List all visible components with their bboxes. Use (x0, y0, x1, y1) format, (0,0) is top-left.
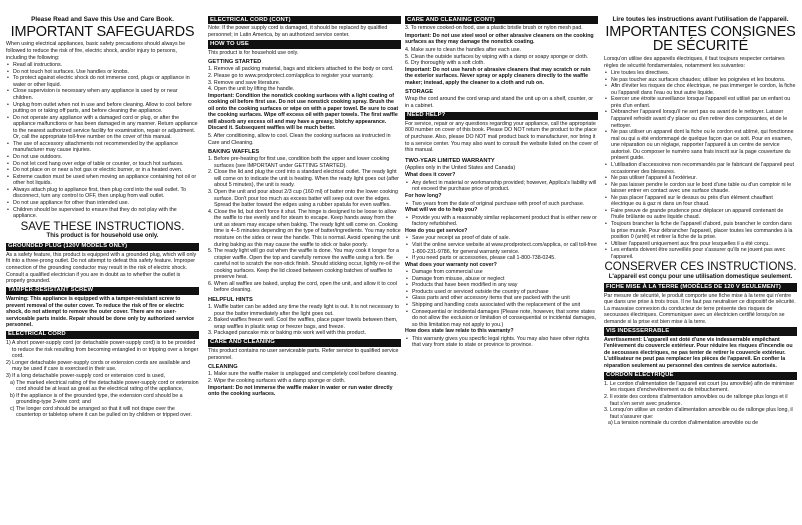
safeguards-list (6, 62, 199, 220)
domestic-use-note: L'appareil est conçu pour une utilisation domestique seulement. (608, 273, 793, 280)
warranty-question: What does it cover? (405, 172, 456, 179)
list-item: 3. Remove and save literature. (208, 79, 281, 86)
list-item: 2. Baked waffles freeze well. Cool the waffles, place paper towels between them, wrap waffles in plastic wrap or freezer bags, and freeze. (208, 317, 398, 330)
electrical-cord-heading: ELECTRICAL CORD (6, 331, 199, 339)
cord-cont-heading: ELECTRICAL CORD (CONT) (208, 16, 401, 24)
read-and-save-note: Please Read and Save this Use and Care Book. (31, 16, 174, 23)
cleaning-step-3: 3. To remove cooked-on food, use a plastic bristle brush or nylon mesh pad. (405, 25, 583, 32)
cord-cont-text: Note: If the power supply cord is damaged, it should be replaced by qualified personnel; in Latin America, by an authorized service center. (208, 25, 388, 38)
save-instructions-heading: SAVE THESE INSTRUCTIONS. (20, 220, 185, 233)
warranty-question: What will we do to help you? (405, 207, 478, 214)
list-item: • Ne pas utiliser un appareil dont la fiche ou le cordon est abîmé, qui fonctionne mal ou qui a été endommagé de quelque façon que ce soit. Pour en examen, une réparation ou un réglage, rapporter l'appareil à un centre de service autorisé. Ou composer le numéro sans frais inscrit sur la page couverture du présent guide. (604, 129, 797, 162)
list-item: • Shipping and handling costs associated with the replacement of the unit (405, 302, 598, 309)
list-item: • Débrancher l'appareil lorsqu'il ne sert pas ou avant de le nettoyer. Laisser l'appareil refroidir avant d'y placer ou d'en retirer des composantes, et de le nettoyer. (604, 109, 797, 129)
cord-sublist (6, 380, 199, 419)
list-item: • The use of accessory attachments not recommended by the appliance manufacturer may cause injuries. (6, 141, 199, 154)
storage-heading: STORAGE (405, 89, 434, 96)
french-title-line1: IMPORTANTES CONSIGNES (605, 23, 796, 40)
need-help-heading: NEED HELP? (405, 112, 598, 120)
abrasive-cleaner-warning: Important: Do not use harsh or abrasive cleaners that may scratch or ruin the exterior surfaces. Never spray or apply cleaners directly to the waffle maker; instead, apply the cleaner to a cloth and rub on. (405, 66, 591, 86)
list-item: • Ne pas laisser pendre le cordon sur le bord d'une table ou d'un comptoir ni le laisser entrer en contact avec une surface chaude. (604, 182, 797, 195)
list-item: 1. Waffle batter can be added any time the ready light is out. It is not necessary to pour the batter immediately after the light goes out. (208, 304, 400, 317)
column-care-warranty (405, 16, 598, 349)
vis-text: Avertissement: L'appareil est doté d'une vis indesserrable empêchant l'enlèvement du couvercle extérieur. Pour réduire les risques d'incendie ou de secousses électriques, ne pas tenter de retirer le couvercle extérieur. L'utilisateur ne peut pas remplacer les pièces de l'appareil. En confier la réparation seulement au personnel des centres de service autorisés. (604, 336, 793, 369)
list-item: • Extreme caution must be used when moving an appliance containing hot oil or other hot liquids. (6, 174, 199, 187)
warranty-answer-list (405, 180, 598, 193)
list-item: • Ne pas utiliser l'appareil à l'extérieur. (604, 175, 797, 182)
list-item: b) If the appliance is of the grounded type, the extension cord should be a grounding-type 3-wire cord; and (10, 392, 183, 406)
warranty-answer-list (405, 336, 598, 349)
french-intro: Lorsqu'on utilise des appareils électriques, il faut toujours respecter certaines règles de sécurité fondamentales, notamment les suivantes: (604, 55, 785, 69)
warranty-question: How does state law relate to this warranty? (405, 328, 514, 335)
warranty-question: How do you get service? (405, 227, 468, 234)
list-item: 5. Clean the outside surfaces by wiping with a damp or soapy sponge or cloth. (405, 53, 589, 60)
warranty-heading: TWO-YEAR LIMITED WARRANTY (405, 157, 495, 164)
safeguards-intro: When using electrical appliances, basic safety precautions should always be followed to reduce the risk of fire, electric shock, and/or injury to persons, including the following: (6, 41, 186, 61)
list-item: 2. Close the lid and plug the cord into a standard electrical outlet. The ready light will come on to indicate the unit is heating. When the ready light goes out (after about 5 minutes), the unit is ready. (208, 169, 399, 189)
baking-waffles-heading: BAKING WAFFLES (208, 149, 260, 156)
list-item: 3. Lorsqu'on utilise un cordon d'alimentation amovible ou de rallonge plus long, il faut s'assurer que: (604, 407, 793, 420)
list-item: • Consequential or incidental damages (Please note, however, that some states do not allow the exclusion or limitation of consequential or incidental damages, so this limitation may not apply to you.) (405, 309, 598, 329)
warranty-answer-list (405, 201, 598, 208)
french-safeguards-list (604, 70, 797, 260)
warranty-question: What does your warranty not cover? (405, 261, 497, 268)
list-item: • Do not place on or near a hot gas or electric burner, or in a heated oven. (6, 167, 199, 174)
care-cleaning-cont-heading: CARE AND CLEANING (CONT) (405, 16, 598, 24)
read-instructions-note-fr: Lire toutes les instructions avant l'utilisation de l'appareil. (612, 16, 789, 23)
warranty-answer-list (405, 235, 598, 261)
list-item: • Damage from misuse, abuse or neglect (405, 276, 598, 283)
column-english-safeguards (6, 16, 199, 419)
list-item: • Do not use outdoors. (6, 154, 199, 161)
column-french-safeguards (604, 16, 797, 427)
list-item: • Ne pas placer l'appareil sur le dessus ou près d'un élément chauffant électrique ou à gaz ni dans un four chaud. (604, 195, 797, 208)
list-item: • Glass parts and other accessory items that are packed with the unit (405, 295, 598, 302)
cordon-list (604, 381, 797, 420)
grounded-plug-heading: GROUNDED PLUG (120V MODELS ONLY) (6, 243, 199, 251)
warranty-answer-list (405, 269, 598, 328)
list-item: • If you need parts or accessories, please call 1-800-738-0245. (405, 255, 598, 262)
tamper-screw-text: Warning: This appliance is equipped with a tamper-resistant screw to prevent removal of the outer cover. To reduce the risk of fire or electric shock, do not attempt to remove the outer cover. There are no user-serviceable parts inside. Repair should be done only by authorized service personnel. (6, 296, 195, 329)
fiche-heading: FICHE MISE À LA TERRE (MODÈLES DE 120 V SEULEMENT) (604, 283, 797, 291)
list-item: • Unplug from outlet when not in use and before cleaning. Allow to cool before putting on or taking off parts, and before cleaning the appliance. (6, 102, 199, 115)
list-item: 3) If a long detachable power-supply cord or extension cord is used, (6, 372, 165, 379)
care-cleaning-text: This product contains no user serviceable parts. Refer service to qualified service personnel. (208, 348, 399, 361)
how-to-use-text: This product is for household use only. (208, 49, 299, 56)
household-use-note: This product is for household use only. (46, 233, 159, 240)
list-item: • Utiliser l'appareil uniquement aux fins pour lesquelles il a été conçu. (604, 241, 797, 248)
fiche-text: Par mesure de sécurité, le produit comporte une fiche mise à la terre qui n'entre que dans une prise à trois trous. Il ne faut pas neutraliser ce dispositif de sécurité. La mauvaise connexion du conducteur de terre présente des risques de secousses électriques. Communiquer avec un électricien certifié lorsqu'on se demande si la prise est bien mise à la terre. (604, 292, 796, 325)
list-item: • Read all instructions. (6, 62, 199, 69)
list-item: 2. Please go to www.prodprotect.com/applica to register your warranty. (208, 72, 374, 79)
how-to-use-heading: HOW TO USE (208, 40, 401, 48)
list-item: 4. Open the unit by lifting the handle. (208, 86, 295, 93)
list-item: • Close supervision is necessary when any appliance is used by or near children. (6, 88, 199, 101)
getting-started-heading: GETTING STARTED (208, 59, 262, 66)
list-item: • Do not operate any appliance with a damaged cord or plug, or after the appliance malfunctions or has been damaged in any manner. Return appliance to the nearest authorized service facility for examination, repair or adjustment. Or, call the appropriate toll-free number on the cover of this manual. (6, 115, 199, 141)
cleaning-important-note: Important: Do not immerse the waffle maker in water or run water directly onto the cooking surfaces. (208, 384, 393, 398)
cord-list (6, 340, 199, 379)
baking-waffles-list (208, 156, 401, 294)
list-item: • L'utilisation d'accessoires non recommandés par le fabricant de l'appareil peut occasionner des blessures. (604, 162, 797, 175)
vis-heading: VIS INDESSERRABLE (604, 327, 797, 335)
warranty-scope: (Applies only in the United States and Canada) (405, 164, 516, 171)
list-item: a) The marked electrical rating of the detachable power-supply cord or extension cord should be at least as great as the electrical rating of the appliance, (10, 379, 199, 393)
list-item: • Products that have been modified in any way (405, 282, 598, 289)
list-item: • Save your receipt as proof of date of sale. (405, 235, 598, 242)
important-safeguards-title: IMPORTANT SAFEGUARDS (10, 23, 195, 40)
cleaning-list (208, 371, 401, 384)
list-item: 2. Il existe des cordons d'alimentation amovibles ou de rallonge plus longs et il faut s'en servir avec prudence. (604, 394, 788, 407)
list-item: • This warranty gives you specific legal rights. You may also have other rights that vary from state to state or province to province. (405, 336, 598, 349)
list-item: • Two years from the date of original purchase with proof of such purchase. (405, 201, 598, 208)
list-item: • Damage from commercial use (405, 269, 598, 276)
list-item: • Do not use appliance for other than intended use. (6, 200, 199, 207)
list-item: • Ne pas toucher aux surfaces chaudes; utiliser les poignées et les boutons. (604, 77, 797, 84)
list-item: • Any defect in material or workmanship provided; however, Applica's liability will not exceed the purchase price of product. (405, 180, 598, 193)
warranty-question: For how long? (405, 193, 442, 199)
getting-started-step-5: 5. After conditioning, allow to cool. Clean the cooking surfaces as instructed in Care and Cleaning. (208, 133, 391, 146)
french-title-line2: DE SÉCURITÉ (652, 38, 749, 55)
list-item: 2. Wipe the cooking surfaces with a damp sponge or cloth. (208, 377, 346, 384)
list-item: • Les enfants doivent être surveillés pour s'assurer qu'ils ne jouent pas avec l'appareil. (604, 247, 797, 260)
cordon-heading: CORDON ÉLECTRIQUE (604, 372, 797, 380)
list-item: 3. Packaged pancake mix or baking mix work well with this product. (208, 330, 367, 337)
list-item: • To protect against electric shock do not immerse cord, plugs or appliance in water or other liquid. (6, 75, 199, 88)
list-item: • Lire toutes les directives. (604, 70, 797, 77)
list-item: c) The longer cord should be arranged so that it will not drape over the countertop or tabletop where it can be pulled on by children or tripped over. (10, 405, 192, 419)
cordon-sublist (604, 420, 797, 427)
list-item: • Do not let cord hang over edge of table or counter, or touch hot surfaces. (6, 161, 199, 168)
list-item: • Always attach plug to appliance first, then plug cord into the wall outlet. To disconnect, turn any control to OFF, then unplug from wall outlet. (6, 187, 199, 200)
list-item: • Children should be supervised to ensure that they do not play with the appliance. (6, 207, 199, 220)
grounded-plug-text: As a safety feature, this product is equipped with a grounded plug, which will only fit into a three-prong outlet. Do not attempt to defeat this safety feature. Improper connection of the grounding conductor may result in the risk of electric shock. Consult a qualified electrician if you are in doubt as to whether the outlet is properly grounded. (6, 251, 197, 285)
list-item: • Faire preuve de grande prudence pour déplacer un appareil contenant de l'huile brûlante ou autre liquide chaud. (604, 208, 797, 221)
list-item: • Afin d'éviter les risques de choc électrique, ne pas immerger le cordon, la fiche ou l'appareil dans l'eau ou tout autre liquide. (604, 83, 797, 96)
tamper-screw-heading: TAMPER-RESISTANT SCREW (6, 287, 199, 295)
list-item: 1. Le cordon d'alimentation de l'appareil est court (ou amovible) afin de minimiser les risques d'enchevêtrement ou de trébuchement. (604, 380, 795, 394)
list-item: • Exercer une étroite surveillance lorsque l'appareil est utilisé par un enfant ou près d'un enfant. (604, 96, 797, 109)
storage-text: Wrap the cord around the cord wrap and stand the unit up on a shelf, counter, or in a cabinet. (405, 96, 594, 109)
getting-started-list (208, 66, 401, 92)
list-item: 1. Before pre-heating for first use, condition both the upper and lower cooking surfaces (see IMPORTANT under GETTING STARTED). (208, 156, 390, 169)
conditioning-important-note: Important: Condition the nonstick cooking surfaces with a light coating of cooking oil before first use. Do not use nonstick cooking spray. Brush the oil onto the cooking surfaces or wipe on with a paper towel. Be sure to coat the cooking surfaces. Wipe off excess oil with paper towels. The first waffle will absorb any excess oil and may have a greasy, blotchy appearance. Discard it. Subsequent waffles will be much better. (208, 92, 399, 132)
list-item: 1. Make sure the waffle maker is unplugged and completely cool before cleaning. (208, 371, 398, 378)
list-item: • Products used or serviced outside the country of purchase (405, 289, 598, 296)
helpful-hints-heading: HELPFUL HINTS (208, 297, 253, 303)
list-item: • Do not touch hot surfaces. Use handles or knobs. (6, 69, 199, 76)
list-item: • Visit the online service website at www.prodprotect.com/applica, or call toll-free 1-800-231-9786, for general warranty service. (405, 242, 598, 255)
list-item: a) La tension nominale du cordon d'alimentation amovible ou de (608, 420, 759, 427)
list-item: 6. Dry thoroughly with a soft cloth. (405, 60, 485, 67)
list-item: 6. When all waffles are baked, unplug the cord, open the unit, and allow it to cool before cleaning. (208, 280, 397, 294)
list-item: 5. The ready light will go out when the waffle is done. You may cook it longer for a crispier waffle. Open the top and carefully remove the waffle using a fork. Be careful not to scratch the non-stick finish. Should sticking occur, lightly re-oil the cooking surfaces. Keep the lid closed between cooking batches of waffles to preserve heat. (208, 248, 400, 281)
column-how-to-use (208, 16, 401, 399)
need-help-text: For service, repair or any questions regarding your appliance, call the appropriate 800 number on cover of this book. Please DO NOT return the product to the place of purchase. Also, please DO NOT mail product back to manufacturer, nor bring it to a service center. You may also want to consult the website listed on the cover of this manual. (405, 120, 598, 154)
helpful-hints-list (208, 304, 401, 337)
list-item: 1. Remove all packing material, bags and stickers attached to the body or cord. (208, 66, 394, 73)
steel-wool-warning: Important: Do not use steel wool or other abrasive cleaners on the cooking surfaces as they may damage the nonstick coating. (405, 32, 594, 46)
list-item: • Toujours brancher la fiche de l'appareil d'abord, puis brancher le cordon dans la prise murale. Pour débrancher l'appareil, placer toutes les commandes à la position 0 (arrêt) et retirer la fiche de la prise. (604, 221, 797, 241)
conserver-heading: CONSERVER CES INSTRUCTIONS. (604, 261, 797, 274)
cleaning-heading: CLEANING (208, 364, 238, 371)
list-item: 2) Longer detachable power-supply cords or extension cords are available and may be used if care is exercised in their use. (6, 359, 191, 373)
list-item: 4. Close the lid, but don't force it shut. The hinge is designed to be loose to allow the waffle to rise evenly and for steam to escape. Keep hands away from the unit as steam may escape when baking. The ready light will come on. Cooking time is 4–5 minutes depending on the type of batter/ingredients. You may notice moisture on the sides or near the handle. This is normal. Avoid opening the unit during baking as this may cause the waffle to stick or bake poorly. (208, 208, 401, 248)
list-item: 4. Make sure to clean the handles after each use. (405, 47, 522, 53)
list-item: • Provide you with a reasonably similar replacement product that is either new or factory refurbished. (405, 215, 598, 228)
list-item: 1) A short power-supply cord (or detachable power-supply cord) is to be provided to reduce the risk resulting from becoming entangled in or tripping over a longer cord. (6, 340, 199, 360)
cleaning-cont-list (405, 47, 598, 67)
warranty-answer-list (405, 215, 598, 228)
list-item: 3. Open the unit and pour about 2/3 cup (160 ml) of batter onto the lower cooking surface. Don't pour too much as excess batter will seep out over the edges. Spread the batter toward the edges using a rubber spatula for even waffles. (208, 189, 398, 209)
care-cleaning-heading: CARE AND CLEANING (208, 339, 401, 347)
